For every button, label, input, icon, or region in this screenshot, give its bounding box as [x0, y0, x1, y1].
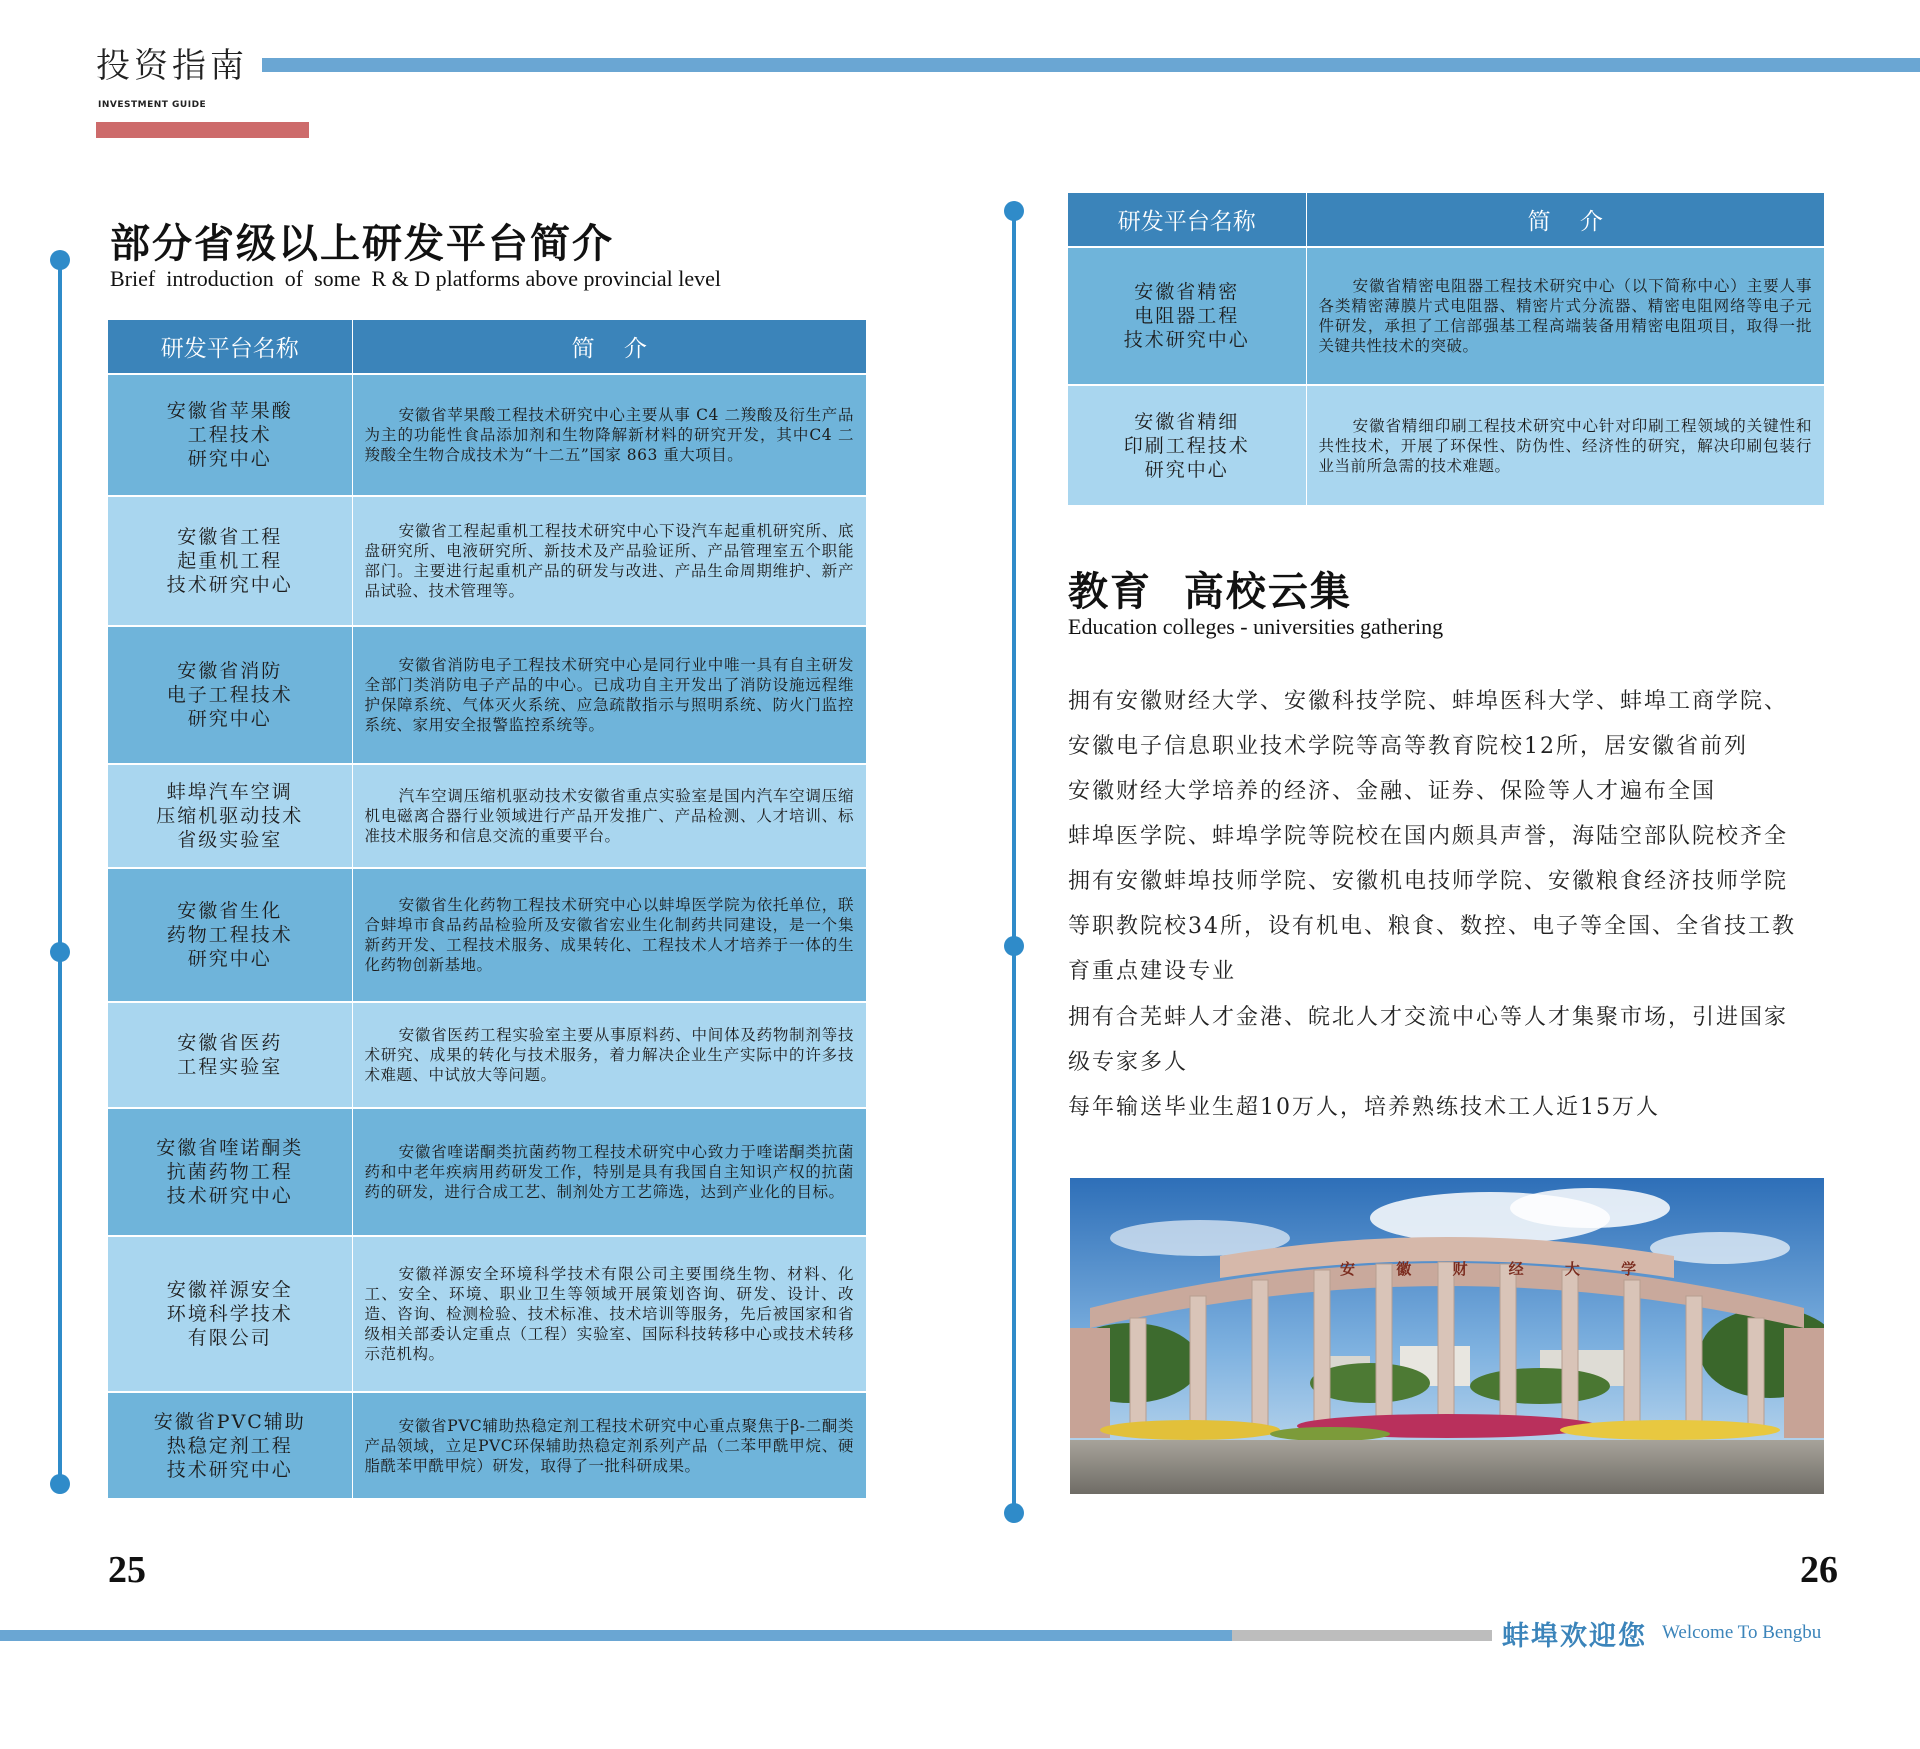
- left-timeline-dot-bottom: [50, 1474, 70, 1494]
- platform-description: 安徽省苹果酸工程技术研究中心主要从事 C4 二羧酸及衍生产品为主的功能性食品添加剂和生物降解新材料的研究开发，其中C4 二羧酸全生物合成技术为“十二五”国家 863 重大项目。: [352, 374, 866, 496]
- platform-name: 安徽省精细 印刷工程技术 研究中心: [1068, 385, 1306, 505]
- education-paragraph-line: 级专家多人: [1068, 1050, 1189, 1075]
- education-paragraph-line: 育重点建设专业: [1068, 959, 1237, 984]
- education-paragraph-line: 安徽财经大学培养的经济、金融、证券、保险等人才遍布全国: [1068, 779, 1717, 804]
- platform-name: 安徽省苹果酸 工程技术 研究中心: [108, 374, 352, 496]
- education-paragraph-line: 拥有安徽财经大学、安徽科技学院、蚌埠医科大学、蚌埠工商学院、: [1068, 689, 1789, 714]
- education-subtitle: Education colleges - universities gathering: [1068, 614, 1444, 639]
- platform-name: 安徽祥源安全 环境科学技术 有限公司: [108, 1236, 352, 1392]
- platform-description: 安徽省喹诺酮类抗菌药物工程技术研究中心致力于喹诺酮类抗菌药和中老年疾病用药研发工作，特别是具有我国自主知识产权的抗菌药的研发，进行合成工艺、制剂处方工艺筛选，达到产业化的目标。: [352, 1108, 866, 1236]
- platform-description: 安徽省医药工程实验室主要从事原料药、中间体及药物制剂等技术研究、成果的转化与技术服务，着力解决企业生产实际中的许多技术难题、中试放大等问题。: [352, 1002, 866, 1108]
- page-number-right: 26: [1800, 1549, 1838, 1591]
- section-subtitle-investment-guide: INVESTMENT GUIDE: [98, 100, 207, 110]
- right-timeline-rail: [1012, 210, 1016, 1512]
- footer-welcome-chinese: 蚌埠欢迎您: [1502, 1621, 1647, 1652]
- section-title-investment-guide: 投资指南: [96, 46, 248, 86]
- table-row: [108, 1392, 866, 1498]
- table-row: [108, 764, 866, 868]
- rd-platforms-table-right: [1068, 193, 1824, 505]
- rd-platforms-table-left: [108, 320, 866, 1498]
- table-row: [108, 626, 866, 764]
- education-title: 教育 高校云集: [1068, 568, 1352, 615]
- platform-description: 安徽省消防电子工程技术研究中心是同行业中唯一具有自主研发全部门类消防电子产品的中心。已成功自主开发出了消防设施远程维护保障系统、气体灭火系统、应急疏散指示与照明系统、防火门监控系统、家用安全报警监控系统等。: [352, 626, 866, 764]
- platform-description: 安徽祥源安全环境科学技术有限公司主要围绕生物、材料、化工、安全、环境、职业卫生等领域开展策划咨询、研发、设计、改造、咨询、检测检验、技术标准、技术培训等服务，先后被国家和省级相关部委认定重点（工程）实验室、国际科技转移中心或技术转移示范机构。: [352, 1236, 866, 1392]
- platform-name: 安徽省生化 药物工程技术 研究中心: [108, 868, 352, 1002]
- header-red-bar: [96, 122, 309, 138]
- platform-description: 安徽省工程起重机工程技术研究中心下设汽车起重机研究所、底盘研究所、电液研究所、新技术及产品验证所、产品管理室五个职能部门。主要进行起重机产品的研发与改进、产品生命周期维护、新产品试验、技术管理等。: [352, 496, 866, 626]
- left-timeline-rail: [58, 258, 62, 1486]
- platform-name: 蚌埠汽车空调 压缩机驱动技术 省级实验室: [108, 764, 352, 868]
- university-gate-photo: [1070, 1178, 1824, 1494]
- platform-description: 安徽省生化药物工程技术研究中心以蚌埠医学院为依托单位，联合蚌埠市食品药品检验所及安徽省宏业生化制药共同建设，是一个集新药开发、工程技术服务、成果转化、工程技术人才培养于一体的生化药物创新基地。: [352, 868, 866, 1002]
- education-paragraph-line: 每年输送毕业生超10万人，培养熟练技术工人近15万人: [1068, 1095, 1660, 1120]
- education-paragraph-line: 等职教院校34所，设有机电、粮食、数控、电子等全国、全省技工教: [1068, 914, 1796, 939]
- platform-description: 汽车空调压缩机驱动技术安徽省重点实验室是国内汽车空调压缩机电磁离合器行业领域进行产品开发推广、产品检测、人才培训、标准技术服务和信息交流的重要平台。: [352, 764, 866, 868]
- table-row: [108, 1002, 866, 1108]
- footer-welcome-english: Welcome To Bengbu: [1662, 1622, 1822, 1643]
- footer-gray-bar: [1232, 1630, 1492, 1641]
- table-row: [108, 1108, 866, 1236]
- platform-name: 安徽省消防 电子工程技术 研究中心: [108, 626, 352, 764]
- table-row: [108, 496, 866, 626]
- table-row: [1068, 385, 1824, 505]
- platform-name: 安徽省工程 起重机工程 技术研究中心: [108, 496, 352, 626]
- left-timeline-dot-top: [50, 250, 70, 270]
- table-row: [108, 1236, 866, 1392]
- right-timeline-dot-bottom: [1004, 1503, 1024, 1523]
- table-row: [108, 374, 866, 496]
- rd-platforms-title: 部分省级以上研发平台简介: [110, 220, 614, 267]
- column-header-description: 简 介: [352, 320, 866, 374]
- rd-platforms-subtitle: Brief introduction of some R & D platforms above provincial level: [110, 266, 721, 291]
- left-timeline-dot-middle: [50, 942, 70, 962]
- education-paragraph-line: 拥有合芜蚌人才金港、皖北人才交流中心等人才集聚市场，引进国家: [1068, 1005, 1789, 1030]
- platform-name: 安徽省喹诺酮类 抗菌药物工程 技术研究中心: [108, 1108, 352, 1236]
- table-row: [1068, 247, 1824, 385]
- platform-description: 安徽省PVC辅助热稳定剂工程技术研究中心重点聚焦于β-二酮类产品领域，立足PVC环保辅助热稳定剂系列产品（二苯甲酰甲烷、硬脂酰苯甲酰甲烷）研发，取得了一批科研成果。: [352, 1392, 866, 1498]
- right-timeline-dot-middle: [1004, 936, 1024, 956]
- platform-name: 安徽省医药 工程实验室: [108, 1002, 352, 1108]
- column-header-platform-name: 研发平台名称: [1068, 193, 1306, 247]
- column-header-description: 简 介: [1306, 193, 1824, 247]
- header-blue-bar: [262, 58, 1920, 72]
- platform-description: 安徽省精密电阻器工程技术研究中心（以下简称中心）主要人事各类精密薄膜片式电阻器、精密片式分流器、精密电阻网络等电子元件研发，承担了工信部强基工程高端装备用精密电阻项目，取得一批关键共性技术的突破。: [1306, 247, 1824, 385]
- education-paragraph-line: 拥有安徽蚌埠技师学院、安徽机电技师学院、安徽粮食经济技师学院: [1068, 869, 1789, 894]
- footer-blue-bar: [0, 1630, 1232, 1641]
- right-timeline-dot-top: [1004, 201, 1024, 221]
- platform-name: 安徽省PVC辅助 热稳定剂工程 技术研究中心: [108, 1392, 352, 1498]
- platform-name: 安徽省精密 电阻器工程 技术研究中心: [1068, 247, 1306, 385]
- education-paragraph-line: 蚌埠医学院、蚌埠学院等院校在国内颇具声誉，海陆空部队院校齐全: [1068, 824, 1789, 849]
- table-row: [108, 868, 866, 1002]
- page-number-left: 25: [108, 1549, 146, 1591]
- platform-description: 安徽省精细印刷工程技术研究中心针对印刷工程领域的关键性和共性技术，开展了环保性、防伪性、经济性的研究，解决印刷包装行业当前所急需的技术难题。: [1306, 385, 1824, 505]
- education-paragraph-line: 安徽电子信息职业技术学院等高等教育院校12所，居安徽省前列: [1068, 734, 1748, 759]
- column-header-platform-name: 研发平台名称: [108, 320, 352, 374]
- university-gate-sign: 安 徽 财 经 大 学: [1340, 1260, 1655, 1278]
